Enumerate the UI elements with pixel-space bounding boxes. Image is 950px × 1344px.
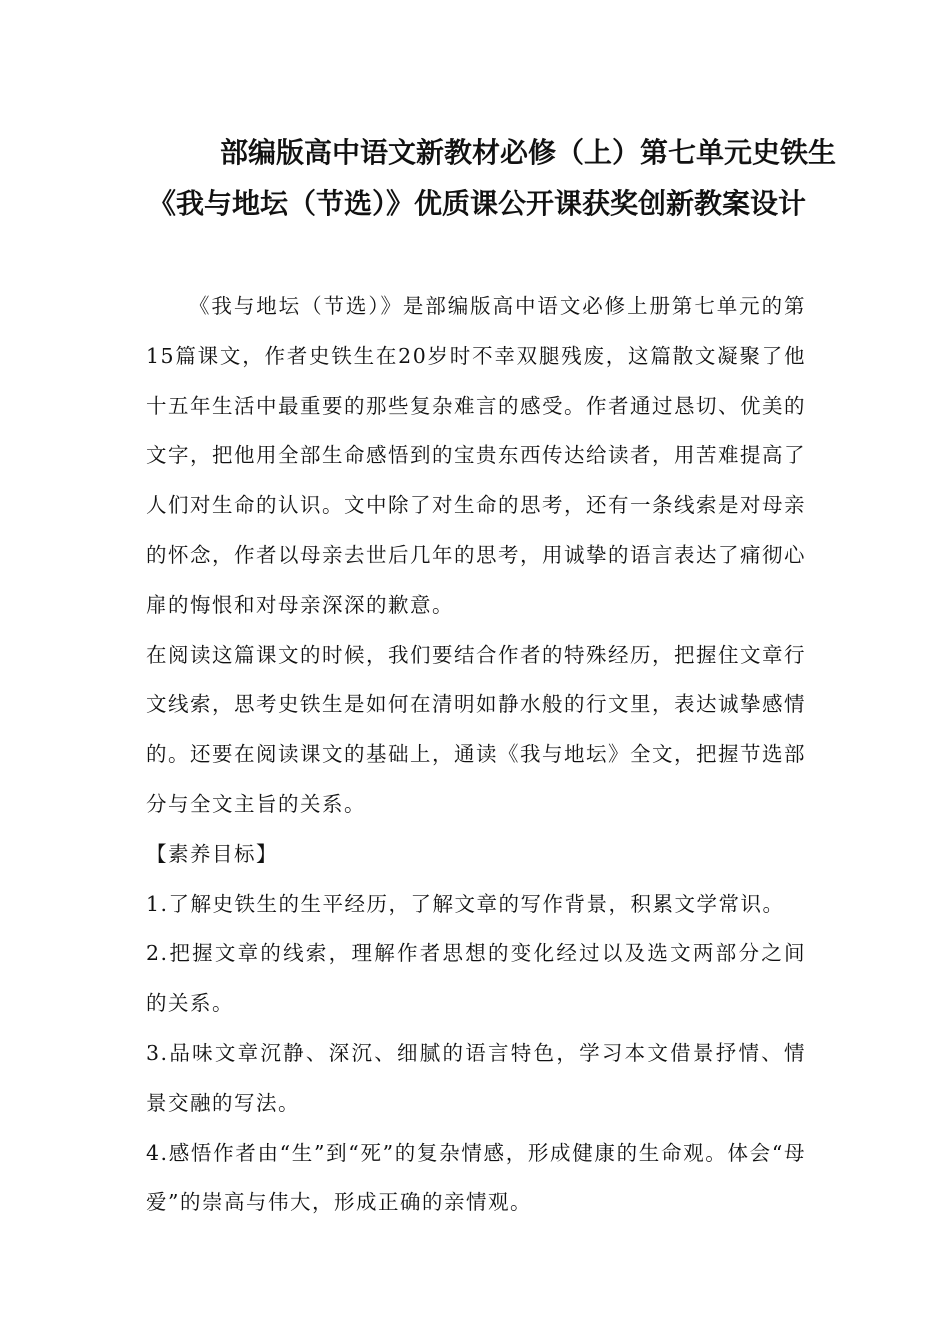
intro-paragraph: 《我与地坛（节选）》是部编版高中语文必修上册第七单元的第15篇课文，作者史铁生在20岁时不幸双腿残废，这篇散文凝聚了他十五年生活中最重要的那些复杂难言的感受。作者通过恳切、优美的文字，把他用全部生命感悟到的宝贵东西传达给读者，用苦难提高了人们对生命的认识。文中除了对生命的思考，还有一条线索是对母亲的怀念，作者以母亲去世后几年的思考，用诚挚的语言表达了痛彻心扉的悔恨和对母亲深深的歉意。 [146,294,806,617]
section-heading: 【素养目标】 [146,841,278,866]
goal-item-2: 2.把握文章的线索，理解作者思想的变化经过以及选文两部分之间的关系。 [146,941,806,1016]
document-body [146,282,806,1228]
document-title-line-1: 部编版高中语文新教材必修（上）第七单元史铁生 [220,136,837,169]
goal-item-3: 3.品味文章沉静、深沉、细腻的语言特色，学习本文借景抒情、情景交融的写法。 [146,1040,806,1115]
reading-guidance-paragraph: 在阅读这篇课文的时候，我们要结合作者的特殊经历，把握住文章行文线索，思考史铁生是如何在清明如静水般的行文里，表达诚挚感情的。还要在阅读课文的基础上，通读《我与地坛》全文，把握节选部分与全文主旨的关系。 [146,642,806,816]
goal-item-1: 1.了解史铁生的生平经历，了解文章的写作背景，积累文学常识。 [146,891,785,916]
document-title-line-2: 《我与地坛（节选）》优质课公开课获奖创新教案设计 [148,187,807,220]
goal-item-4: 4.感悟作者由“生”到“死”的复杂情感，形成健康的生命观。体会“母爱”的崇高与伟大，形成正确的亲情观。 [146,1140,806,1215]
